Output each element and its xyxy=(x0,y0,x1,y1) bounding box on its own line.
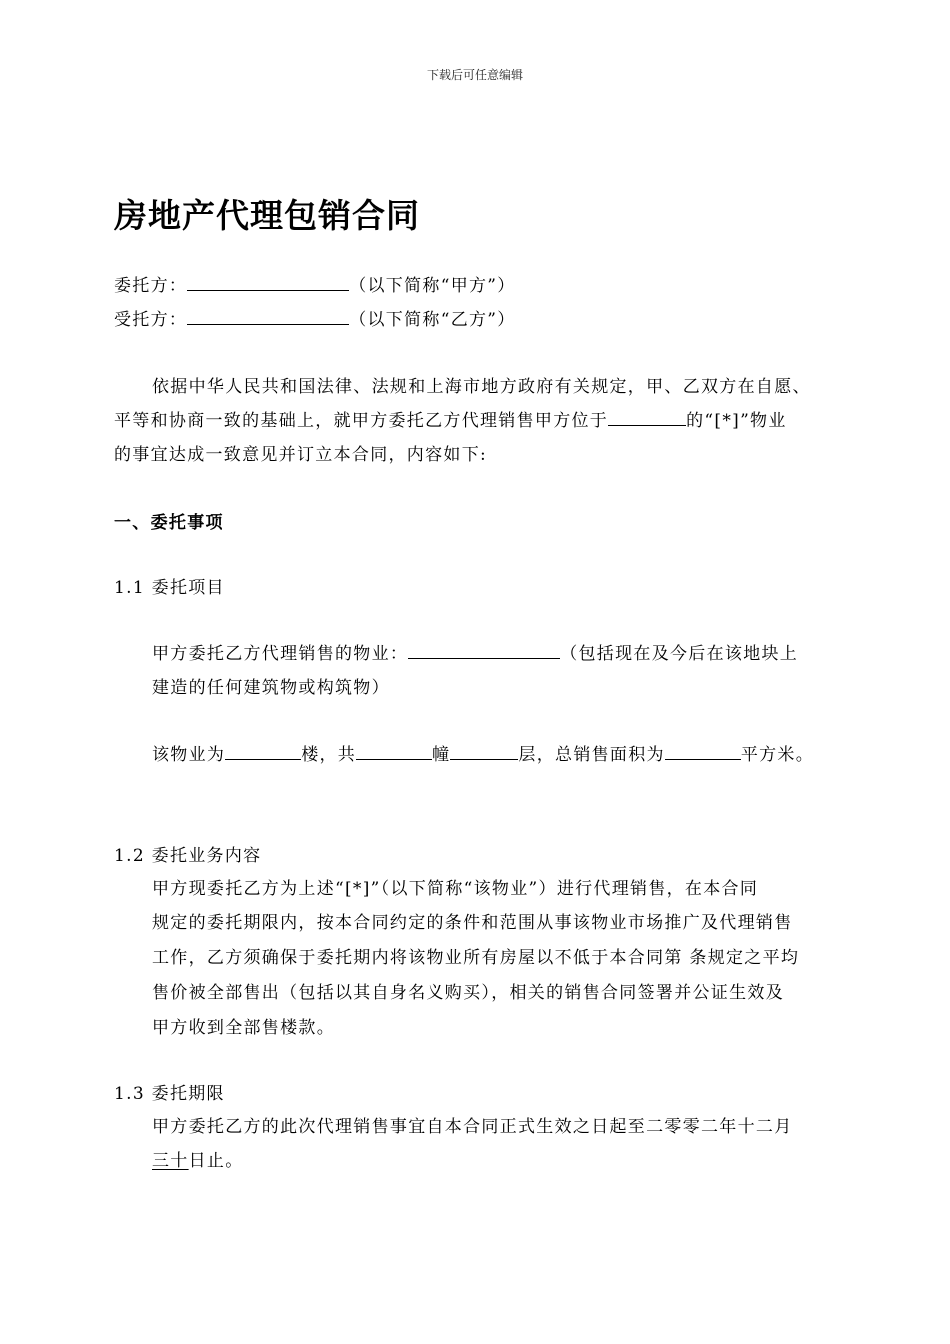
preamble-line-2 xyxy=(114,406,787,431)
p2-e: 平方米。 xyxy=(740,745,815,765)
floor-count-blank xyxy=(450,741,518,760)
section-1-3-heading: 1.3 委托期限 xyxy=(114,1084,225,1104)
section-1-3-line-1: 甲方委托乙方的此次代理销售事宜自本合同正式生效之日起至二零零二年十二月 xyxy=(152,1117,793,1137)
section-1-1-para-1 xyxy=(152,639,798,664)
section-1-3-line-2 xyxy=(152,1146,244,1171)
principal-suffix: （以下简称“甲方”） xyxy=(349,276,516,296)
principal-line xyxy=(114,271,516,296)
section-1-2-line: 甲方收到全部售楼款。 xyxy=(152,1018,335,1038)
p2-d: 层，总销售面积为 xyxy=(518,745,665,765)
preamble-line-2-prefix: 平等和协商一致的基础上，就甲方委托乙方代理销售甲方位于 xyxy=(114,411,609,431)
agent-suffix: （以下简称“乙方”） xyxy=(349,310,516,330)
header-note: 下载后可任意编辑 xyxy=(426,68,523,82)
building-count-blank xyxy=(356,741,432,760)
p2-b: 楼，共 xyxy=(301,745,357,765)
section-1-2-line: 售价被全部售出（包括以其自身名义购买），相关的销售合同签署并公证生效及 xyxy=(152,983,784,1003)
principal-blank xyxy=(187,272,349,291)
area-blank xyxy=(665,741,741,760)
principal-label: 委托方： xyxy=(114,276,188,296)
section-1-2-line: 工作，乙方须确保于委托期内将该物业所有房屋以不低于本合同第 条规定之平均 xyxy=(152,948,800,968)
p2-c: 幢 xyxy=(432,745,451,765)
end-day-rest: 日止。 xyxy=(188,1151,244,1171)
building-type-blank xyxy=(225,741,301,760)
preamble-line-3: 的事宜达成一致意见并订立本合同，内容如下: xyxy=(114,445,488,465)
property-location-blank xyxy=(608,407,686,426)
end-day-underlined: 三十 xyxy=(152,1151,189,1171)
agent-blank xyxy=(187,306,349,325)
section-1-1-para-2 xyxy=(152,740,814,765)
section-1-2-line: 甲方现委托乙方为上述“[*]”（以下简称“该物业”）进行代理销售，在本合同 xyxy=(152,879,759,899)
section-1-2-line: 规定的委托期限内，按本合同约定的条件和范围从事该物业市场推广及代理销售 xyxy=(152,913,793,933)
property-suffix: （包括现在及今后在该地块上 xyxy=(560,644,799,664)
p2-a: 该物业为 xyxy=(152,745,226,765)
agent-label: 受托方： xyxy=(114,310,188,330)
property-prefix: 甲方委托乙方代理销售的物业： xyxy=(152,644,409,664)
preamble-line-2-suffix: 的“[*]”物业 xyxy=(686,411,787,431)
section-1-1-heading: 1.1 委托项目 xyxy=(114,578,225,598)
document-title: 房地产代理包销合同 xyxy=(114,196,420,235)
agent-line xyxy=(114,305,516,330)
property-blank xyxy=(408,640,560,659)
preamble-line-1: 依据中华人民共和国法律、法规和上海市地方政府有关规定，甲、乙双方在自愿、 xyxy=(152,377,811,397)
section-1-1-para-1-line-2: 建造的任何建筑物或构筑物） xyxy=(152,678,390,698)
section-1-2-heading: 1.2 委托业务内容 xyxy=(114,846,262,866)
section-1-heading: 一、委托事项 xyxy=(114,513,224,533)
